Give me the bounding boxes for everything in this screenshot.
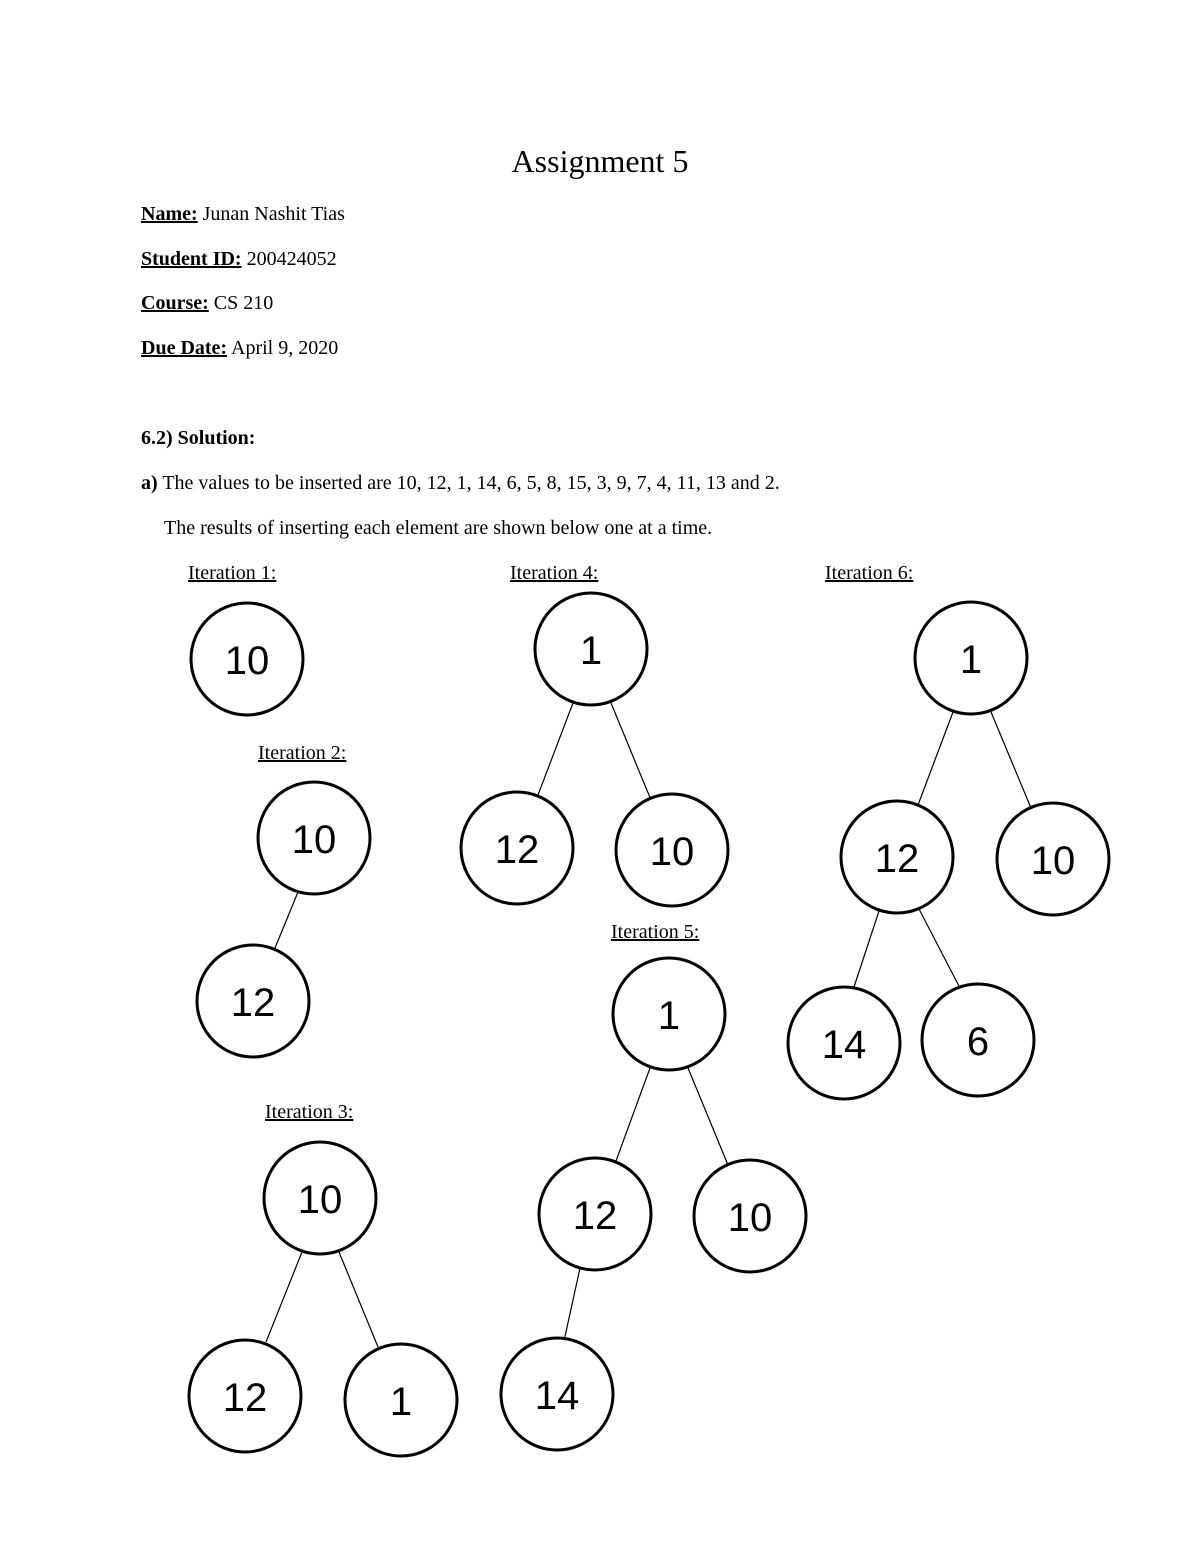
iteration-6-label: Iteration 6: xyxy=(825,562,914,584)
node-value: 10 xyxy=(649,830,695,874)
node-value: 10 xyxy=(727,1196,773,1240)
tree-edge xyxy=(275,892,298,948)
tree-edge xyxy=(853,911,879,990)
page-title: Assignment 5 xyxy=(511,143,689,179)
node-value: 10 xyxy=(224,639,270,683)
iteration-3-tree xyxy=(189,1142,457,1456)
tree-edge xyxy=(564,1268,580,1341)
node-value: 6 xyxy=(966,1020,990,1064)
tree-edge xyxy=(688,1068,728,1165)
iteration-4-label: Iteration 4: xyxy=(510,562,599,584)
due-date-value: April 9, 2020 xyxy=(231,337,339,359)
node-value: 1 xyxy=(657,994,681,1038)
iteration-6-tree xyxy=(788,602,1109,1099)
node-value: 12 xyxy=(494,828,540,872)
results-intro: The results of inserting each element are shown below one at a time. xyxy=(164,517,713,539)
due-date-label: Due Date: xyxy=(141,337,228,359)
tree-edge xyxy=(919,909,960,988)
tree-edge xyxy=(538,703,573,795)
name-value: Junan Nashit Tias xyxy=(202,203,345,225)
node-value: 1 xyxy=(959,638,983,682)
tree-edge xyxy=(611,703,651,800)
iteration-1-tree xyxy=(191,603,303,715)
iteration-1-label: Iteration 1: xyxy=(188,562,277,584)
node-value: 1 xyxy=(389,1380,413,1424)
tree-edge xyxy=(616,1068,650,1161)
node-value: 10 xyxy=(1030,839,1076,883)
tree-edge xyxy=(266,1252,302,1342)
iteration-5-label: Iteration 5: xyxy=(611,921,700,943)
iteration-3-label: Iteration 3: xyxy=(265,1101,354,1123)
tree-edge xyxy=(918,712,953,805)
student-id-label: Student ID: xyxy=(141,248,242,270)
node-value: 14 xyxy=(821,1023,867,1067)
node-value: 10 xyxy=(297,1178,343,1222)
node-value: 12 xyxy=(874,837,920,881)
iteration-2-label: Iteration 2: xyxy=(258,742,347,764)
iteration-4-tree xyxy=(461,593,728,906)
part-a-text: The values to be inserted are 10, 12, 1, 14, 6, 5, 8, 15, 3, 9, 7, 4, 11, 13 and 2. xyxy=(162,472,780,494)
tree-edge xyxy=(339,1252,378,1347)
course-label: Course: xyxy=(141,292,209,314)
name-label: Name: xyxy=(141,203,198,225)
node-value: 12 xyxy=(572,1194,618,1238)
iteration-2-tree xyxy=(197,782,370,1057)
student-id-value: 200424052 xyxy=(246,248,337,270)
node-value: 14 xyxy=(534,1374,580,1418)
course-value: CS 210 xyxy=(213,292,274,314)
part-a-label: a) xyxy=(141,472,158,494)
tree-edge xyxy=(991,712,1031,808)
section-heading: 6.2) Solution: xyxy=(141,427,256,449)
node-value: 12 xyxy=(230,981,276,1025)
iteration-5-tree xyxy=(501,958,806,1450)
node-value: 12 xyxy=(222,1376,268,1420)
node-value: 1 xyxy=(579,629,603,673)
node-value: 10 xyxy=(291,818,337,862)
